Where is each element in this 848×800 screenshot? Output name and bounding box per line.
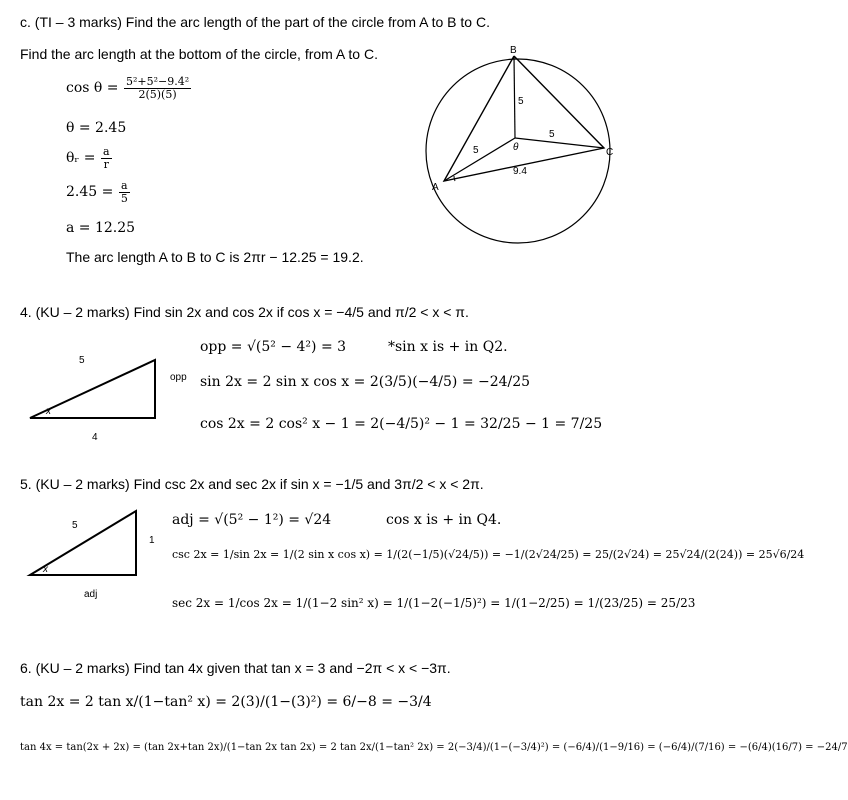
substitution-numerator: a: [119, 180, 130, 193]
theta-value: θ = 2.45: [66, 120, 127, 136]
label-oc-length: 5: [549, 129, 555, 140]
q4-sin-line: sin 2x = 2 sin x cos x = 2(3/5)(−4/5) = −24/25: [200, 374, 531, 390]
arc-conclusion: The arc length A to B to C is 2πr − 12.25 = 19.2.: [66, 249, 364, 265]
theta-r-lhs: θᵣ =: [66, 150, 96, 167]
q5-side-label: 1: [149, 535, 155, 546]
substitution-equation: [66, 180, 131, 204]
theta-r-equation: [66, 146, 113, 170]
question-c-subheading: Find the arc length at the bottom of the circle, from A to C.: [20, 46, 378, 62]
label-c: C: [606, 147, 614, 158]
question-6-heading: 6. (KU – 2 marks) Find tan 4x given that tan x = 3 and −2π < x < −3π.: [20, 660, 451, 676]
q5-adj-line: adj = √(5² − 1²) = √24: [172, 512, 332, 528]
q4-hyp-label: 5: [79, 355, 85, 366]
radius-ob: [514, 56, 515, 138]
cos-theta-denominator: 2(5)(5): [138, 87, 177, 101]
question-c-heading: c. (TI – 3 marks) Find the arc length of the part of the circle from A to B to C.: [20, 14, 490, 30]
label-theta: θ: [513, 142, 519, 153]
q4-note: *sin x is + in Q2.: [388, 339, 508, 355]
label-ac-length: 9.4: [513, 166, 527, 177]
cos-theta-numerator: 5²+5²−9.4²: [125, 75, 190, 88]
question-5-heading: 5. (KU – 2 marks) Find csc 2x and sec 2x if sin x = −1/5 and 3π/2 < x < 2π.: [20, 476, 484, 492]
q5-csc-line: csc 2x = 1/sin 2x = 1/(2 sin x cos x) = 1/(2(−1/5)(√24/5)) = −1/(2√24/25) = 25/(2√24) = 25√24/(2(24)) = 25√6/24: [172, 548, 805, 561]
cos-theta-equation: [66, 76, 192, 100]
q4-opp-line: opp = √(5² − 4²) = 3: [200, 339, 347, 355]
triangle-abc: [444, 56, 604, 181]
radius-oc: [515, 138, 604, 148]
question-4-heading: 4. (KU – 2 marks) Find sin 2x and cos 2x if cos x = −4/5 and π/2 < x < π.: [20, 304, 469, 320]
substitution-lhs: 2.45 =: [66, 184, 114, 201]
q4-base-label: 4: [92, 432, 98, 443]
radius-oa: [444, 138, 515, 181]
cos-theta-lhs: cos θ =: [66, 80, 119, 97]
q4-triangle-figure: [24, 350, 194, 450]
theta-r-denominator: r: [103, 157, 109, 171]
q5-hyp-label: 5: [72, 520, 78, 531]
arc-a-value: a = 12.25: [66, 220, 136, 236]
q4-angle-label: x: [46, 406, 51, 417]
q6-tan2x-line: tan 2x = 2 tan x/(1−tan² x) = 2(3)/(1−(3)²) = 6/−8 = −3/4: [20, 694, 432, 710]
q5-sec-line: sec 2x = 1/cos 2x = 1/(1−2 sin² x) = 1/(1−2(−1/5)²) = 1/(1−2/25) = 1/(23/25) = 25/23: [172, 596, 696, 610]
label-ob-length: 5: [518, 96, 524, 107]
q4-cos-line: cos 2x = 2 cos² x − 1 = 2(−4/5)² − 1 = 32/25 − 1 = 7/25: [200, 416, 603, 432]
q4-opp-label: opp: [170, 372, 187, 383]
label-a: A: [432, 182, 439, 193]
circle-figure: [418, 40, 618, 246]
q5-note: cos x is + in Q4.: [386, 512, 502, 528]
q5-angle-label: x: [43, 564, 48, 575]
label-oa-length: 5: [473, 145, 479, 156]
q6-tan4x-line: tan 4x = tan(2x + 2x) = (tan 2x+tan 2x)/(1−tan 2x tan 2x) = 2 tan 2x/(1−tan² 2x) = 2(−3/4)/(1−(−3/4)²) = (−6/4)/(1−9/16) = (−6/4)/(7/16) = −(6/4)(16/7) = −24/7: [20, 742, 848, 753]
q5-triangle-figure: [24, 506, 174, 606]
substitution-denominator: 5: [120, 191, 128, 205]
label-b: B: [510, 45, 517, 56]
theta-r-numerator: a: [102, 145, 110, 158]
q5-base-label: adj: [84, 589, 98, 600]
